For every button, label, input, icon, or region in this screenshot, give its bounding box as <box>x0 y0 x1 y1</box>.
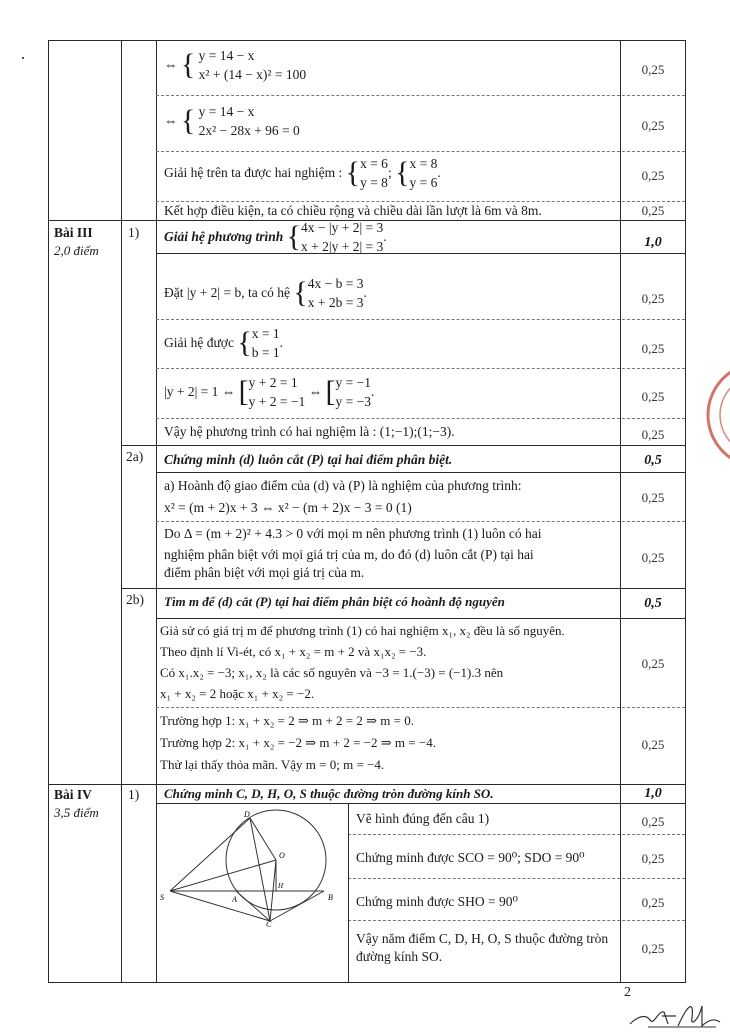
segment-so <box>170 860 276 891</box>
section-label: Bài III 2,0 điểm <box>54 225 99 258</box>
score: 0,25 <box>641 427 665 442</box>
score: 1,0 <box>644 235 662 250</box>
signature <box>628 996 723 1030</box>
score: 0,25 <box>641 118 665 133</box>
part-number: 2b) <box>126 592 144 607</box>
score: 0,25 <box>641 814 665 829</box>
step: Trường hợp 1: x₁ + x₂ = 2 ⇒ m + 2 = 2 ⇒ m = 0. Trường hợp 2: x₁ + x₂ = −2 ⇒ m + 2 = −2 ⇒ m = −4. Thử lại thấy thỏa mãn. Vậy m = 0; m = −4. <box>160 713 436 772</box>
label-s: S <box>160 893 164 902</box>
step: Chứng minh được SCO = 90⁰; SDO = 90⁰ <box>356 850 585 865</box>
label-h: H <box>278 882 284 890</box>
score: 0,25 <box>641 168 665 183</box>
solutions-row: Giải hệ trên ta được hai nghiệm : {x = 6 y = 8; {x = 8 y = 6. <box>164 156 441 190</box>
step: Vẽ hình đúng đến câu 1) <box>356 811 490 826</box>
system-row-2: ⇔ { y = 14 − x 2x² − 28x + 96 = 0 <box>164 104 300 138</box>
label-b: B <box>328 893 333 902</box>
score: 0,5 <box>644 453 662 468</box>
score: 0,25 <box>641 550 665 565</box>
score: 0,25 <box>641 389 665 404</box>
conclusion-row: Kết hợp điều kiện, ta có chiều rộng và chiều dài lần lượt là 6m và 8m. <box>164 203 542 218</box>
score: 0,25 <box>641 895 665 910</box>
part-header: Chứng minh (d) luôn cắt (P) tại hai điểm phân biệt. <box>164 452 453 467</box>
page-number: 2 <box>624 985 631 1000</box>
score: 0,25 <box>641 941 665 956</box>
geometry-figure <box>158 808 346 928</box>
score: 0,25 <box>641 62 665 77</box>
part-number: 2a) <box>126 449 144 464</box>
step: Giải hệ được {x = 1 b = 1. <box>164 326 283 360</box>
step: Giả sử có giá trị m để phương trình (1) có hai nghiệm x₁, x₂ đều là số nguyên. Theo định lí Vi-ét, có x₁ + x₂ = m + 2 và x₁x₂ = −3. Có x₁.x₂ = −3; x₁, x₂ là các số nguyên và −3 = 1.(−3) = (−1).3 nên x₁ + x₂ = 2 hoặc x₁ + x₂ = −2. <box>160 623 565 701</box>
score: 0,5 <box>644 596 662 611</box>
stamp-edge <box>700 355 730 475</box>
grading-table <box>48 40 686 982</box>
part-number: 1) <box>128 787 140 802</box>
step: Đặt |y + 2| = b, ta có hệ {4x − b = 3 x + 2b = 3. <box>164 276 367 310</box>
part-header: Tìm m để (d) cắt (P) tại hai điểm phân biệt có hoành độ nguyên <box>164 594 505 609</box>
score: 0,25 <box>641 656 665 671</box>
equation: y = 14 − x <box>198 104 255 119</box>
equation: x² + (14 − x)² = 100 <box>198 67 307 82</box>
part-number: 1) <box>128 225 140 240</box>
step: a) Hoành độ giao điểm của (d) và (P) là nghiệm của phương trình: x² = (m + 2)x + 3 ⇔ x² − (m + 2)x − 3 = 0 (1) <box>164 478 522 515</box>
score: 0,25 <box>641 291 665 306</box>
section-label: Bài IV 3,5 điểm <box>54 787 99 820</box>
score: 0,25 <box>641 851 665 866</box>
score: 0,25 <box>641 203 665 218</box>
system-row-1: ⇔ { y = 14 − x x² + (14 − x)² = 100 <box>164 48 307 82</box>
step: Vậy hệ phương trình có hai nghiệm là : (1;−1);(1;−3). <box>164 424 455 439</box>
tangent-sd <box>170 818 250 891</box>
label-c: C <box>266 920 272 928</box>
score: 0,25 <box>641 341 665 356</box>
label-d: D <box>244 810 250 819</box>
score: 1,0 <box>644 786 662 801</box>
step: |y + 2| = 1 ⇔ [y + 2 = 1 y + 2 = −1 ⇔ [y = −1 y = −3. <box>164 375 375 409</box>
tangent-sc <box>170 891 270 921</box>
step: Do Δ = (m + 2)² + 4.3 > 0 với mọi m nên phương trình (1) luôn có hai nghiệm phân biệt với mọi giá trị của m, do đó (d) luôn cắt (P) tại hai điểm phân biệt với mọi giá trị của m. <box>164 526 542 580</box>
label-o: O <box>279 851 285 860</box>
part-header: Chứng minh C, D, H, O, S thuộc đường tròn đường kính SO. <box>164 786 494 801</box>
step: Chứng minh được SHO = 90⁰ <box>356 894 518 909</box>
scan-speck <box>22 57 24 59</box>
equation: 2x² − 28x + 96 = 0 <box>198 123 300 138</box>
part-header: Giải hệ phương trình {4x − |y + 2| = 3 x + 2|y + 2| = 3. <box>164 220 387 254</box>
label-a: A <box>232 895 237 904</box>
score: 0,25 <box>641 737 665 752</box>
score: 0,25 <box>641 490 665 505</box>
equation: y = 14 − x <box>198 48 255 63</box>
step: Vậy năm điểm C, D, H, O, S thuộc đường tròn đường kính SO. <box>356 931 609 964</box>
